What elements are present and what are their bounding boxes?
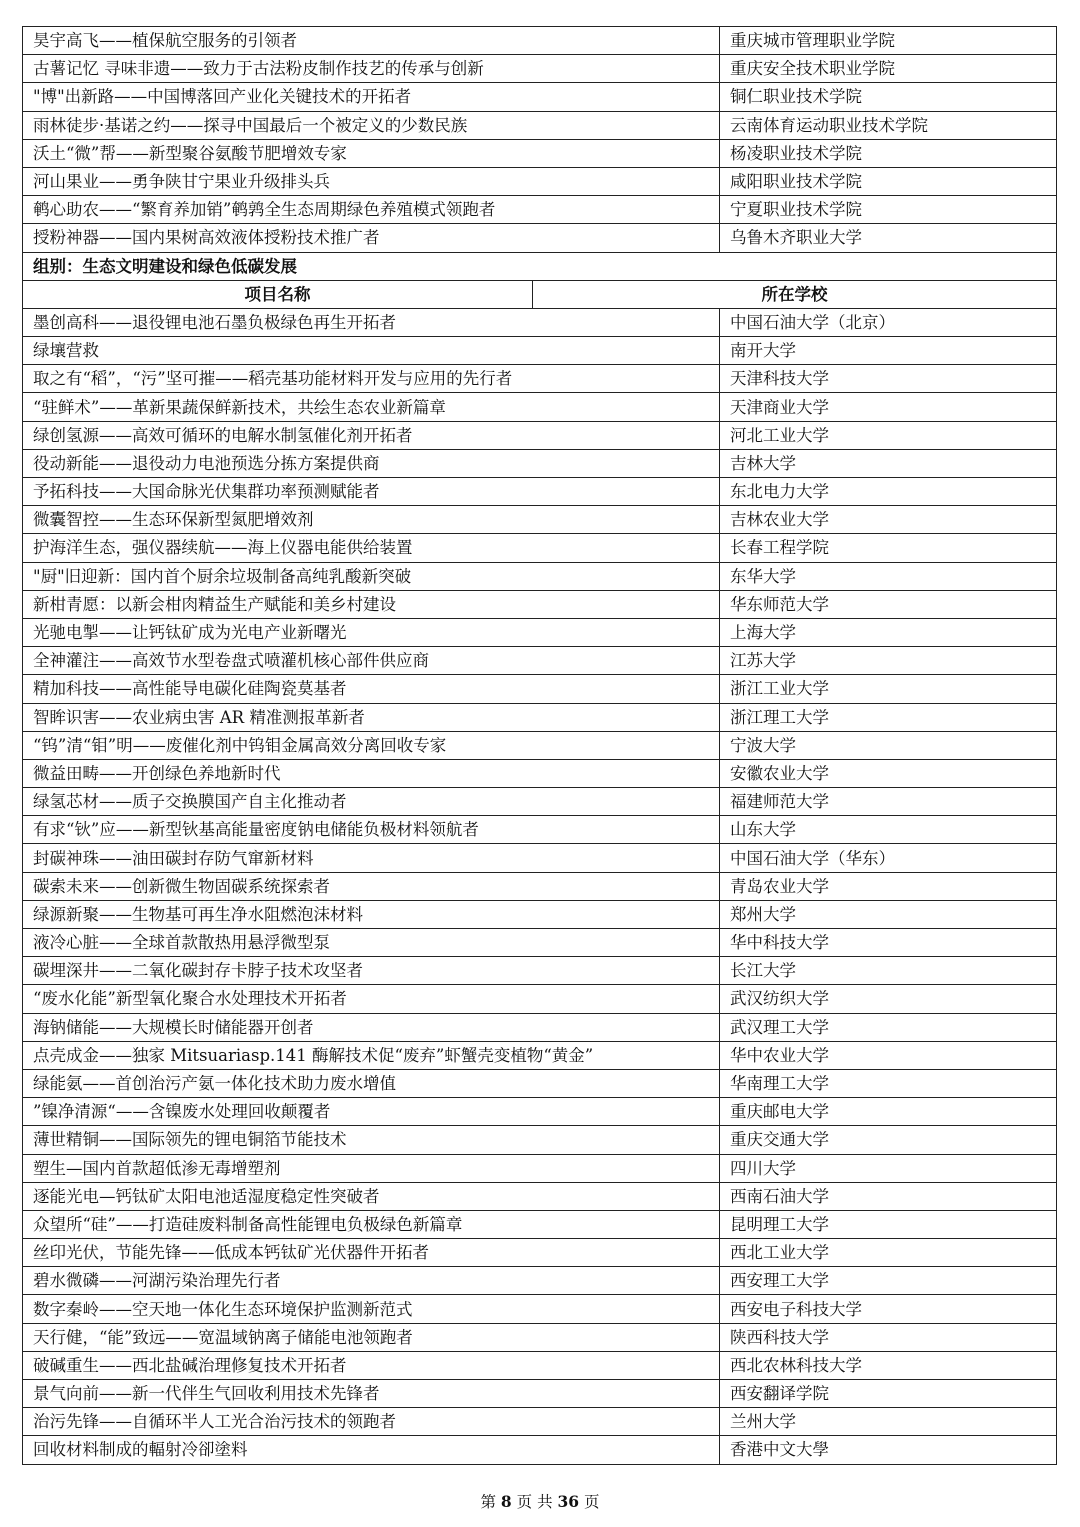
project-name: 丝印光伏，节能先锋——低成本钙钛矿光伏器件开拓者: [23, 1239, 720, 1267]
school-name: 山东大学: [720, 816, 1057, 844]
school-name: 东华大学: [720, 562, 1057, 590]
table-row: [23, 1351, 1057, 1379]
footer-suffix: 页: [584, 1493, 600, 1511]
school-name: 郑州大学: [720, 900, 1057, 928]
table-row: [23, 55, 1057, 83]
project-name: “驻鲜术”——革新果蔬保鲜新技术，共绘生态农业新篇章: [23, 393, 720, 421]
school-name: 西安理工大学: [720, 1267, 1057, 1295]
table-row: [23, 111, 1057, 139]
table-row: [23, 675, 1057, 703]
project-name: 薄世精铜——国际领先的锂电铜箔节能技术: [23, 1126, 720, 1154]
school-name: 长江大学: [720, 957, 1057, 985]
table-row: [23, 1380, 1057, 1408]
project-name: "博"出新路——中国博落回产业化关键技术的开拓者: [23, 83, 720, 111]
project-name: 沃土“微”帮——新型聚谷氨酸节肥增效专家: [23, 139, 720, 167]
project-name: 授粉神器——国内果树高效液体授粉技术推广者: [23, 224, 720, 252]
table-row: [23, 844, 1057, 872]
table-row: [23, 83, 1057, 111]
project-name: 予拓科技——大国命脉光伏集群功率预测赋能者: [23, 478, 720, 506]
project-name: 破碱重生——西北盐碱治理修复技术开拓者: [23, 1351, 720, 1379]
school-name: 云南体育运动职业技术学院: [720, 111, 1057, 139]
school-name: 东北电力大学: [720, 478, 1057, 506]
project-name: 碳埋深井——二氧化碳封存卡脖子技术攻坚者: [23, 957, 720, 985]
table-row: [23, 816, 1057, 844]
school-name: 福建师范大学: [720, 788, 1057, 816]
school-name: 铜仁职业技术学院: [720, 83, 1057, 111]
school-name: 上海大学: [720, 618, 1057, 646]
project-name: 鹌心助农——“繁育养加销”鹌鹑全生态周期绿色养殖模式领跑者: [23, 196, 720, 224]
project-name: 微益田畴——开创绿色养地新时代: [23, 759, 720, 787]
project-name: 海钠储能——大规模长时储能器开创者: [23, 1013, 720, 1041]
table-row: [23, 900, 1057, 928]
table-row: [23, 506, 1057, 534]
table-row: [23, 393, 1057, 421]
project-name: 护海洋生态，强仪器续航——海上仪器电能供给装置: [23, 534, 720, 562]
school-name: 华中科技大学: [720, 929, 1057, 957]
school-name: 长春工程学院: [720, 534, 1057, 562]
project-name: 碳索未来——创新微生物固碳系统探索者: [23, 872, 720, 900]
table-row: [23, 647, 1057, 675]
project-name: 数字秦岭——空天地一体化生态环境保护监测新范式: [23, 1295, 720, 1323]
header-project-name: 项目名称: [23, 280, 533, 308]
footer-total-pages: 36: [557, 1492, 580, 1511]
project-name: 新柑青愿：以新会柑肉精益生产赋能和美乡村建设: [23, 590, 720, 618]
table-row: [23, 196, 1057, 224]
project-name: “废水化能”新型氧化聚合水处理技术开拓者: [23, 985, 720, 1013]
table-row: [23, 534, 1057, 562]
school-name: 西安翻译学院: [720, 1380, 1057, 1408]
table-row: [23, 985, 1057, 1013]
table-row: [23, 139, 1057, 167]
project-name: 众望所“硅”——打造硅废料制备高性能锂电负极绿色新篇章: [23, 1210, 720, 1238]
table-row: [23, 1267, 1057, 1295]
school-name: 香港中文大學: [720, 1436, 1057, 1464]
project-name: 役动新能——退役动力电池预选分拣方案提供商: [23, 449, 720, 477]
project-name: 微囊智控——生态环保新型氮肥增效剂: [23, 506, 720, 534]
school-name: 西北工业大学: [720, 1239, 1057, 1267]
group-title: 组别：生态文明建设和绿色低碳发展: [23, 252, 1057, 280]
table-row: [23, 788, 1057, 816]
table-row: [23, 1013, 1057, 1041]
page-footer: [0, 1490, 1080, 1512]
project-name: 智眸识害——农业病虫害 AR 精准测报革新者: [23, 703, 720, 731]
project-name: 绿创氢源——高效可循环的电解水制氢催化剂开拓者: [23, 421, 720, 449]
school-name: 西北农林科技大学: [720, 1351, 1057, 1379]
table-row: [23, 562, 1057, 590]
project-name: 治污先锋——自循环半人工光合治污技术的领跑者: [23, 1408, 720, 1436]
table-row: [23, 449, 1057, 477]
project-name: 有求“钬”应——新型钬基高能量密度钠电储能负极材料领航者: [23, 816, 720, 844]
school-name: 宁夏职业技术学院: [720, 196, 1057, 224]
project-name: 点壳成金——独家 Mitsuariasp.141 酶解技术促“废弃”虾蟹壳变植物“黄金”: [23, 1041, 720, 1069]
table-row: [23, 1295, 1057, 1323]
school-name: 中国石油大学（北京）: [720, 308, 1057, 336]
school-name: 华南理工大学: [720, 1069, 1057, 1097]
project-name: 回收材料制成的輻射冷卻塗料: [23, 1436, 720, 1464]
school-name: 南开大学: [720, 337, 1057, 365]
footer-middle: 页 共: [516, 1493, 553, 1511]
project-name: 雨林徒步·基诺之约——探寻中国最后一个被定义的少数民族: [23, 111, 720, 139]
table-row: [23, 1323, 1057, 1351]
table-row: [23, 618, 1057, 646]
project-name: 景气向前——新一代伴生气回收利用技术先锋者: [23, 1380, 720, 1408]
school-name: 吉林大学: [720, 449, 1057, 477]
project-name: 绿壤营救: [23, 337, 720, 365]
project-name: 碧水微磷——河湖污染治理先行者: [23, 1267, 720, 1295]
project-name: 封碳神珠——油田碳封存防气窜新材料: [23, 844, 720, 872]
school-name: 重庆安全技术职业学院: [720, 55, 1057, 83]
project-name: “钨”清“钼”明——废催化剂中钨钼金属高效分离回收专家: [23, 731, 720, 759]
school-name: 杨凌职业技术学院: [720, 139, 1057, 167]
table-row: [23, 1210, 1057, 1238]
table-row: [23, 308, 1057, 336]
school-name: 天津科技大学: [720, 365, 1057, 393]
project-name: 精加科技——高性能导电碳化硅陶瓷莫基者: [23, 675, 720, 703]
footer-page-number: 8: [500, 1492, 512, 1511]
project-name: 塑生—国内首款超低渗无毒增塑剂: [23, 1154, 720, 1182]
school-name: 乌鲁木齐职业大学: [720, 224, 1057, 252]
project-name: 绿氢芯材——质子交换膜国产自主化推动者: [23, 788, 720, 816]
school-name: 兰州大学: [720, 1408, 1057, 1436]
table-row: [23, 1182, 1057, 1210]
project-name: 河山果业——勇争陕甘宁果业升级排头兵: [23, 167, 720, 195]
header-school: 所在学校: [533, 280, 1057, 308]
project-name: 液冷心脏——全球首款散热用悬浮微型泵: [23, 929, 720, 957]
table-row: [23, 167, 1057, 195]
school-name: 咸阳职业技术学院: [720, 167, 1057, 195]
school-name: 昆明理工大学: [720, 1210, 1057, 1238]
main-rows: [23, 308, 1057, 1464]
table-row: [23, 957, 1057, 985]
school-name: 江苏大学: [720, 647, 1057, 675]
project-name: 全神灌注——高效节水型卷盘式喷灌机核心部件供应商: [23, 647, 720, 675]
table-row: [23, 27, 1057, 55]
project-name: 逐能光电—钙钛矿太阳电池适湿度稳定性突破者: [23, 1182, 720, 1210]
school-name: 重庆城市管理职业学院: [720, 27, 1057, 55]
table-row: [23, 1408, 1057, 1436]
school-name: 天津商业大学: [720, 393, 1057, 421]
school-name: 西安电子科技大学: [720, 1295, 1057, 1323]
table-row: [23, 1098, 1057, 1126]
table-row: [23, 421, 1057, 449]
project-name: 取之有“稻”，“污”坚可摧——稻壳基功能材料开发与应用的先行者: [23, 365, 720, 393]
project-name: 墨创高科——退役锂电池石墨负极绿色再生开拓者: [23, 308, 720, 336]
school-name: 武汉纺织大学: [720, 985, 1057, 1013]
school-name: 重庆交通大学: [720, 1126, 1057, 1154]
table-row: [23, 703, 1057, 731]
project-name: 光驰电掣——让钙钛矿成为光电产业新曙光: [23, 618, 720, 646]
project-name: 绿源新聚——生物基可再生净水阻燃泡沫材料: [23, 900, 720, 928]
project-name: "厨"旧迎新：国内首个厨余垃圾制备高纯乳酸新突破: [23, 562, 720, 590]
school-name: 吉林农业大学: [720, 506, 1057, 534]
footer-prefix: 第: [480, 1493, 496, 1511]
table-row: [23, 872, 1057, 900]
school-name: 河北工业大学: [720, 421, 1057, 449]
table-row: [23, 731, 1057, 759]
table-row: [23, 1041, 1057, 1069]
table-row: [23, 590, 1057, 618]
project-name: 昊宇高飞——植保航空服务的引领者: [23, 27, 720, 55]
school-name: 重庆邮电大学: [720, 1098, 1057, 1126]
project-name: 绿能氨——首创治污产氨一体化技术助力废水增值: [23, 1069, 720, 1097]
school-name: 浙江工业大学: [720, 675, 1057, 703]
school-name: 安徽农业大学: [720, 759, 1057, 787]
school-name: 华中农业大学: [720, 1041, 1057, 1069]
table-row: [23, 365, 1057, 393]
school-name: 宁波大学: [720, 731, 1057, 759]
group-row: [23, 252, 1057, 280]
table-row: [23, 1436, 1057, 1464]
table-row: [23, 224, 1057, 252]
group-section: [23, 252, 1057, 308]
school-name: 华东师范大学: [720, 590, 1057, 618]
school-name: 中国石油大学（华东）: [720, 844, 1057, 872]
table-row: [23, 478, 1057, 506]
table-row: [23, 1069, 1057, 1097]
table-row: [23, 759, 1057, 787]
school-name: 青岛农业大学: [720, 872, 1057, 900]
project-name: 古薯记忆 寻味非遗——致力于古法粉皮制作技艺的传承与创新: [23, 55, 720, 83]
project-table: [22, 26, 1057, 1465]
table-row: [23, 929, 1057, 957]
table-row: [23, 1239, 1057, 1267]
project-name: 天行健，“能”致远——宽温域钠离子储能电池领跑者: [23, 1323, 720, 1351]
header-row: [23, 280, 1057, 308]
school-name: 武汉理工大学: [720, 1013, 1057, 1041]
top-rows: [23, 27, 1057, 253]
table-row: [23, 1154, 1057, 1182]
table-row: [23, 1126, 1057, 1154]
school-name: 浙江理工大学: [720, 703, 1057, 731]
school-name: 四川大学: [720, 1154, 1057, 1182]
project-name: ”镍净清源“——含镍废水处理回收颠覆者: [23, 1098, 720, 1126]
table-row: [23, 337, 1057, 365]
school-name: 陕西科技大学: [720, 1323, 1057, 1351]
school-name: 西南石油大学: [720, 1182, 1057, 1210]
